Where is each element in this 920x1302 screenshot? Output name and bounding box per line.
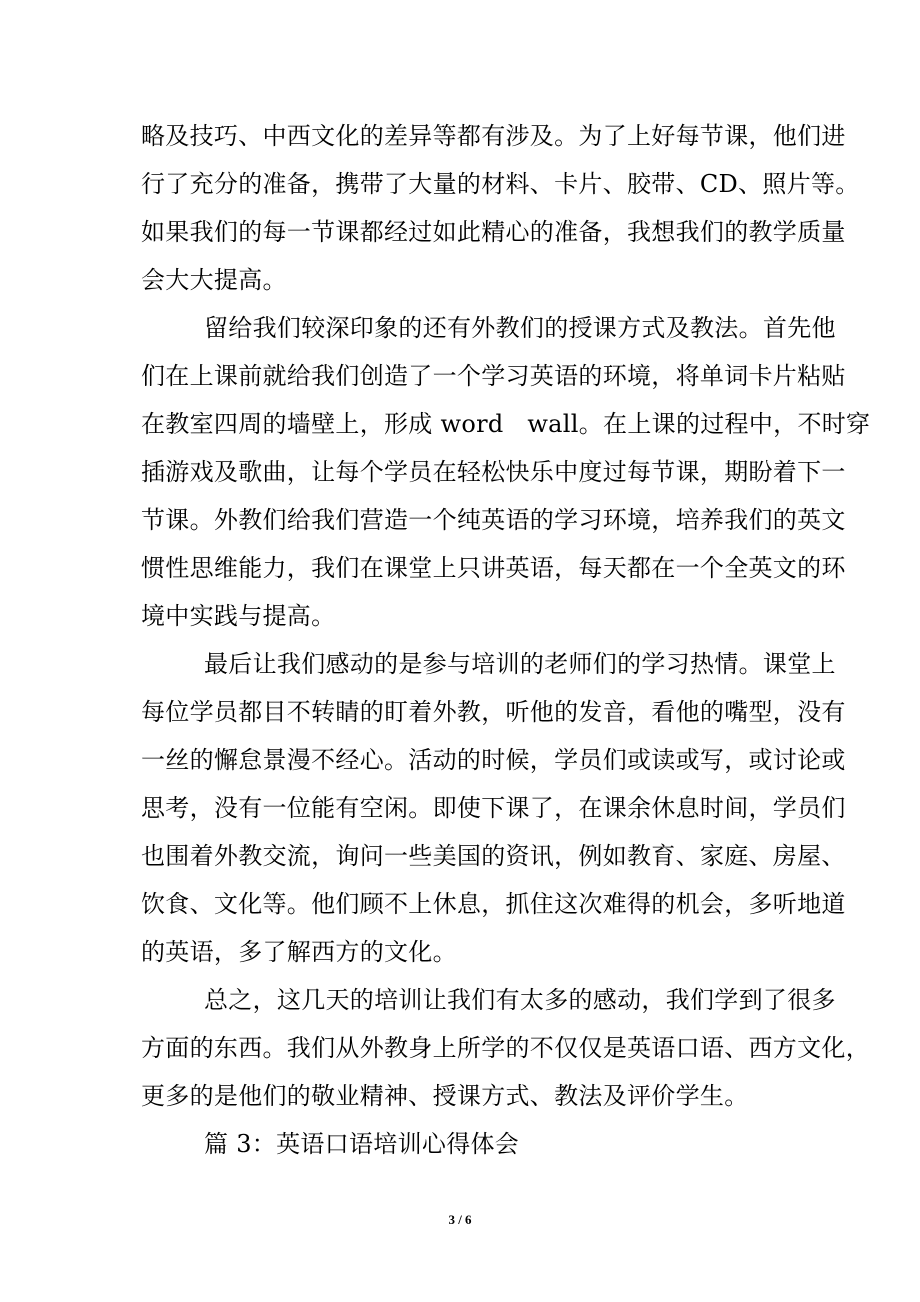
paragraph-3-line-2: 每位学员都目不转睛的盯着外教，听他的发音，看他的嘴型，没有 [141,698,846,726]
paragraph-2-line-2: 们在上课前就给我们创造了一个学习英语的环境，将单词卡片粘贴 [141,362,846,390]
paragraph-2-line-1: 留给我们较深印象的还有外教们的授课方式及教法。首先他 [204,314,836,342]
paragraph-2-line-6: 惯性思维能力，我们在课堂上只讲英语，每天都在一个全英文的环 [141,554,846,582]
paragraph-3-line-3: 一丝的懈怠景漫不经心。活动的时候，学员们或读或写，或讨论或 [141,746,846,774]
paragraph-4-line-3: 更多的是他们的敬业精神、授课方式、教法及评价学生。 [141,1082,749,1110]
paragraph-4-line-2: 方面的东西。我们从外教身上所学的不仅仅是英语口语、西方文化， [141,1034,870,1062]
paragraph-2-line-5: 节课。外教们给我们营造一个纯英语的学习环境，培养我们的英文 [141,506,846,534]
paragraph-1-line-1: 略及技巧、中西文化的差异等都有涉及。为了上好每节课，他们进 [141,122,846,150]
paragraph-3-line-1: 最后让我们感动的是参与培训的老师们的学习热情。课堂上 [204,650,836,678]
paragraph-2-line-7: 境中实践与提高。 [141,602,336,630]
paragraph-2-line-4: 插游戏及歌曲，让每个学员在轻松快乐中度过每节课，期盼着下一 [141,458,846,486]
paragraph-4-line-1: 总之，这几天的培训让我们有太多的感动，我们学到了很多 [204,986,836,1014]
page-number: 3 / 6 [448,1212,472,1227]
paragraph-3-line-4: 思考，没有一位能有空闲。即使下课了，在课余休息时间，学员们 [141,794,846,822]
paragraph-1-line-4: 会大大提高。 [141,266,287,294]
paragraph-3-line-7: 的英语，多了解西方的文化。 [141,938,457,966]
paragraph-1-line-2: 行了充分的准备，携带了大量的材料、卡片、胶带、CD、照片等。 [141,170,860,198]
paragraph-1-line-3: 如果我们的每一节课都经过如此精心的准备，我想我们的教学质量 [141,218,846,246]
paragraph-2-line-3: 在教室四周的墙壁上，形成 word wall。在上课的过程中，不时穿 [141,410,871,438]
section-heading: 篇 3：英语口语培训心得体会 [204,1130,520,1158]
paragraph-3-line-6: 饮食、文化等。他们顾不上休息，抓住这次难得的机会，多听地道 [141,890,846,918]
paragraph-3-line-5: 也围着外教交流，询问一些美国的资讯，例如教育、家庭、房屋、 [141,842,846,870]
